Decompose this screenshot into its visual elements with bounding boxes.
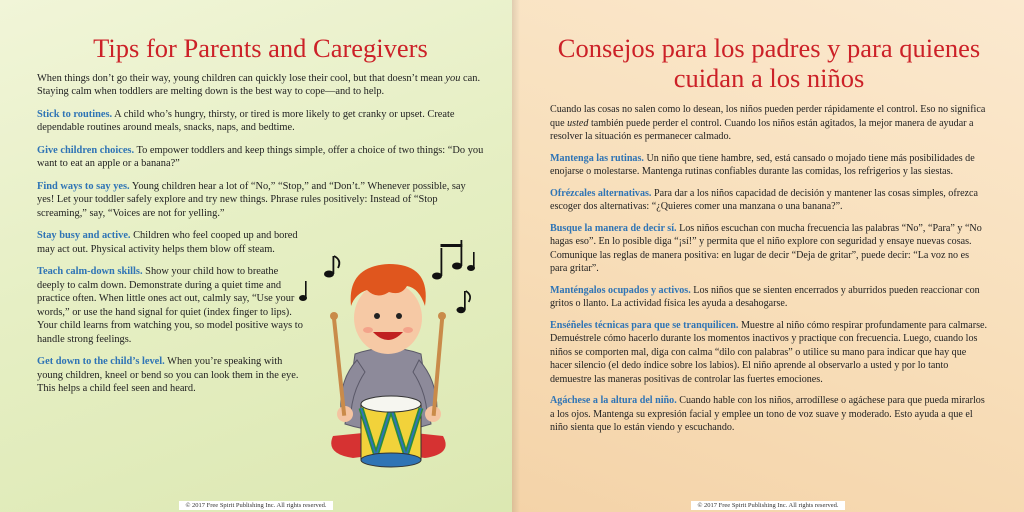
left-intro-post: can. Staying calm when toddlers are melting down is the best way to cope—and to help.	[37, 72, 481, 98]
right-tip-altura	[550, 394, 988, 435]
tip-heading: Get down to the child’s level.	[37, 356, 165, 368]
tip-text: To empower toddlers and keep things simple, offer a choice of two things: “Do you want to eat an apple or a banana?”	[37, 144, 484, 170]
left-tip-say-yes	[37, 180, 484, 221]
tip-text: Los niños que se sienten encerrados y aburridos pueden reaccionar con gritos o llanto. La actividad física les ayuda a desahogarse.	[550, 284, 980, 310]
copyright-text: © 2017 Free Spirit Publishing Inc. All rights reserved.	[691, 501, 844, 510]
left-footer	[0, 502, 512, 509]
right-tip-rutinas	[550, 152, 988, 179]
tip-text: When you’re speaking with young children, kneel or bend so you can look them in the eye. This helps a child feel seen and heard.	[37, 356, 299, 395]
tip-text: Show your child how to breathe deeply to calm down. Demonstrate during a quiet time and practice often. When little ones act out, calmly say, “Use your words,” or use the hand signal for quiet (index finger to lips). Your child learns from watching you, so model positive ways to handle strong feelings.	[37, 266, 303, 345]
tip-heading: Busque la manera de decir sí.	[550, 222, 677, 234]
tip-heading: Manténgalos ocupados y activos.	[550, 284, 691, 296]
left-intro	[37, 72, 484, 99]
tip-heading: Stick to routines.	[37, 108, 113, 120]
tip-text: Children who feel cooped up and bored may act out. Physical activity helps them blow off steam.	[37, 230, 298, 255]
tip-heading: Enséñeles técnicas para que se tranquilicen.	[550, 319, 739, 331]
tip-heading: Stay busy and active.	[37, 230, 131, 242]
tip-heading: Agáchese a la altura del niño.	[550, 395, 677, 407]
tip-heading: Find ways to say yes.	[37, 180, 130, 192]
left-tip-active	[37, 229, 305, 256]
drumstick	[432, 316, 445, 416]
right-tip-tecnicas	[550, 319, 988, 387]
drumstick	[332, 316, 346, 416]
right-intro	[550, 103, 988, 144]
right-footer	[512, 502, 1024, 509]
right-title: Consejos para los padres y para quienes cuidan a los niños	[557, 33, 981, 93]
left-tip-child-level	[37, 355, 305, 396]
tip-text: Los niños escuchan con mucha frecuencia las palabras “No”, “Para” y “No hagas eso”. En lo posible diga “¡sí!” y permita que el niño explore con seguridad y ensaye nuevas cosas. Comunique las reglas de manera positiva: en lugar de decir “Deja de gritar”, puede decir: “La voz no es para gritar”.	[550, 222, 982, 275]
tip-heading: Mantenga las rutinas.	[550, 152, 644, 164]
left-tip-choices	[37, 144, 484, 171]
tip-text: Un niño que tiene hambre, sed, está cansado o mojado tiene más posibilidades de enojarse o molestarse. Mantenga rutinas confiables durante las comidas, los refrigerios y las siestas.	[550, 152, 975, 178]
right-intro-emphasis: usted	[567, 117, 589, 129]
copyright-text: © 2017 Free Spirit Publishing Inc. All rights reserved.	[179, 501, 332, 510]
left-intro-emphasis: you	[445, 72, 461, 84]
right-intro-post: también puede perder el control. Cuando los niños están agitados, la mejor manera de ayudar a resolver la situación es permanecer calmado.	[550, 117, 974, 143]
right-tip-alternativas	[550, 187, 988, 214]
tip-text: Para dar a los niños capacidad de decisión y mantener las cosas simples, ofrezca escoger dos alternativas: “¿Quieres comer una manzana o una banana?”.	[550, 187, 978, 213]
tip-heading: Teach calm-down skills.	[37, 266, 143, 278]
left-tip-calm-down	[37, 265, 305, 346]
drummer-svg	[293, 236, 493, 486]
child-face	[354, 282, 422, 354]
drum-icon	[361, 396, 421, 467]
left-tip-routines	[37, 108, 484, 135]
right-page	[512, 0, 1024, 512]
tip-heading: Give children choices.	[37, 144, 135, 156]
tip-text: A child who’s hungry, thirsty, or tired is more likely to get cranky or upset. Create dependable routines around meals, snacks, naps, and bedtime.	[37, 108, 455, 134]
right-intro-pre: Cuando las cosas no salen como lo desean, los niños pueden perder rápidamente el control. Eso no significa que	[550, 104, 986, 129]
tip-text: Cuando hable con los niños, arrodíllese o agáchese para que pueda mirarlos a los ojos. Mantenga su expresión facial y emplee un tono de voz suave y moderado. Esto ayuda a que el niño sienta que lo están viendo y escuchando.	[550, 395, 985, 434]
right-tip-ocupados	[550, 284, 988, 311]
child-drumming-illustration	[293, 236, 493, 486]
tip-text: Muestre al niño cómo respirar profundamente para calmarse. Demuéstrele cómo hacerlo durante los momentos inactivos y practique con frecuencia. Luego, cuando los niños se comporten mal, diga con calma “dilo con palabras” o utilice su mano para indicar que hay que hacer silencio (el dedo índice sobre los labios). El niño aprende al observarlo a usted y por lo tanto demuestre las maneras positivas de controlar las fuertes emociones.	[550, 319, 988, 385]
tip-text: Young children hear a lot of “No,” “Stop,” and “Don’t.” Whenever possible, say yes! Let your toddler safely explore and try new things. Phrase rules positively: Instead of “Stop screaming,” say, “Voices are not for yelling.”	[37, 180, 466, 219]
left-intro-pre: When things don’t go their way, young children can quickly lose their cool, but that doesn’t mean	[37, 72, 446, 84]
left-title: Tips for Parents and Caregivers	[93, 33, 428, 63]
right-tip-decir-si	[550, 222, 988, 276]
tip-heading: Ofrézcales alternativas.	[550, 187, 652, 199]
